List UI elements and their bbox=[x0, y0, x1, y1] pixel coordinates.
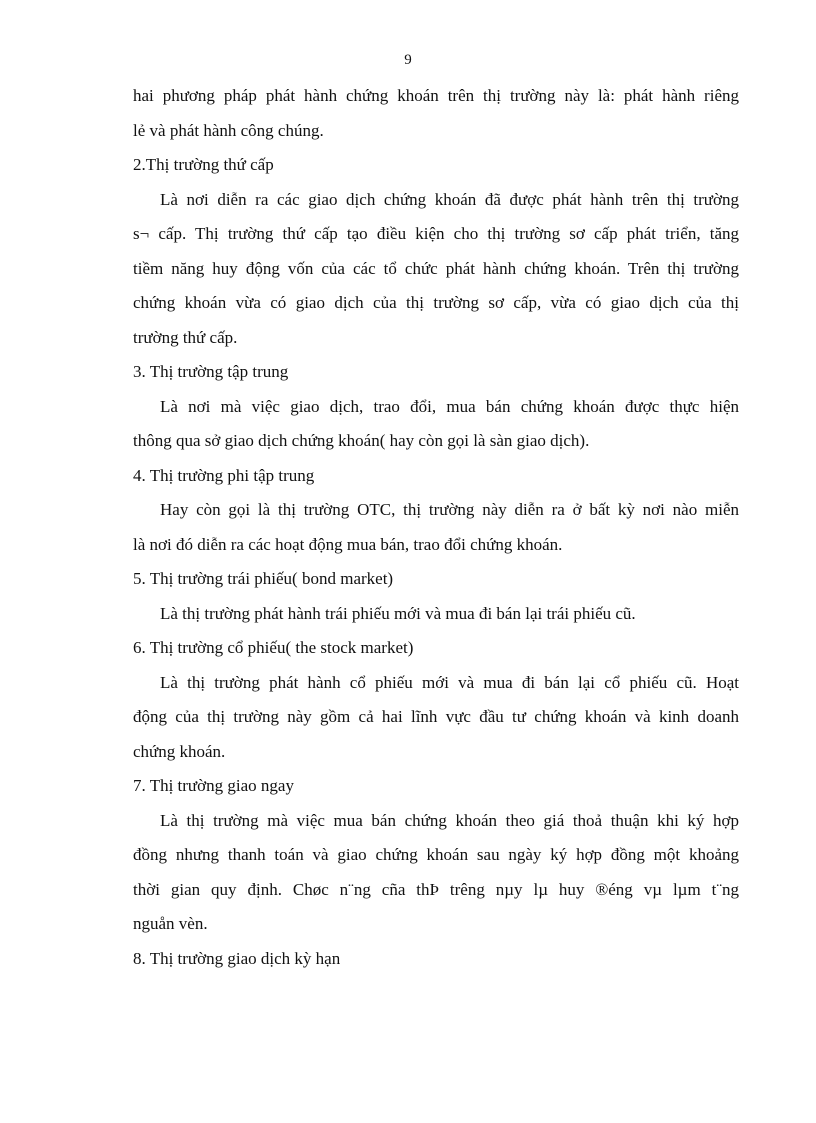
text-line: 4. Thị trường phi tập trung bbox=[133, 465, 315, 485]
text-line: Là thị trường phát hành cổ phiếu mới và mua đi bán lại cổ phiếu cũ. Hoạt bbox=[160, 672, 739, 692]
text-line: lẻ và phát hành công chúng. bbox=[133, 120, 324, 140]
text-line: hai phương pháp phát hành chứng khoán trên thị trường này là: phát hành riêng bbox=[133, 86, 739, 105]
text-line: 3. Thị trường tập trung bbox=[133, 362, 289, 381]
page-number: 9 bbox=[404, 52, 412, 68]
text-line: chứng khoán. bbox=[133, 741, 226, 761]
text-line: thông qua sở giao dịch chứng khoán( hay còn gọi là sàn giao dịch). bbox=[133, 431, 590, 450]
text-line: Là nơi diễn ra các giao dịch chứng khoán đã được phát hành trên thị trường bbox=[160, 189, 739, 209]
text-line: Là nơi mà việc giao dịch, trao đổi, mua bán chứng khoán được thực hiện bbox=[160, 396, 739, 416]
text-line: 8. Thị trường giao dịch kỳ hạn bbox=[133, 948, 341, 968]
text-line: 6. Thị trường cổ phiếu( the stock market) bbox=[133, 638, 414, 657]
text-line: 5. Thị trường trái phiếu( bond market) bbox=[133, 569, 394, 588]
document-body bbox=[133, 79, 739, 976]
text-line: Hay còn gọi là thị trường OTC, thị trường này diễn ra ở bất kỳ nơi nào miễn bbox=[160, 500, 739, 519]
text-line: 7. Thị trường giao ngay bbox=[133, 776, 294, 795]
text-line: Là thị trường mà việc mua bán chứng khoán theo giá thoả thuận khi ký hợp bbox=[160, 810, 739, 830]
text-line: trường thứ cấp. bbox=[133, 327, 238, 347]
text-line: là nơi đó diễn ra các hoạt động mua bán, trao đổi chứng khoán. bbox=[133, 534, 563, 554]
text-line: tiềm năng huy động vốn của các tổ chức phát hành chứng khoán. Trên thị trường bbox=[133, 258, 739, 278]
text-line: nguån vèn. bbox=[133, 914, 208, 933]
text-line: động của thị trường này gồm cả hai lĩnh vực đầu tư chứng khoán và kinh doanh bbox=[133, 707, 739, 726]
text-line: thời gian quy định. Chøc n¨ng cña thÞ trêng nµy lµ huy ®éng vµ lµm t¨ng bbox=[133, 879, 739, 899]
text-line: chứng khoán vừa có giao dịch của thị trường sơ cấp, vừa có giao dịch của thị bbox=[133, 293, 739, 312]
text-line: s¬ cấp. Thị trường thứ cấp tạo điều kiện cho thị trường sơ cấp phát triển, tăng bbox=[133, 224, 739, 243]
text-line: 2.Thị trường thứ cấp bbox=[133, 155, 274, 174]
text-line: Là thị trường phát hành trái phiếu mới và mua đi bán lại trái phiếu cũ. bbox=[160, 603, 636, 623]
text-line: đồng nhưng thanh toán và giao chứng khoán sau ngày ký hợp đồng một khoảng bbox=[133, 845, 739, 864]
